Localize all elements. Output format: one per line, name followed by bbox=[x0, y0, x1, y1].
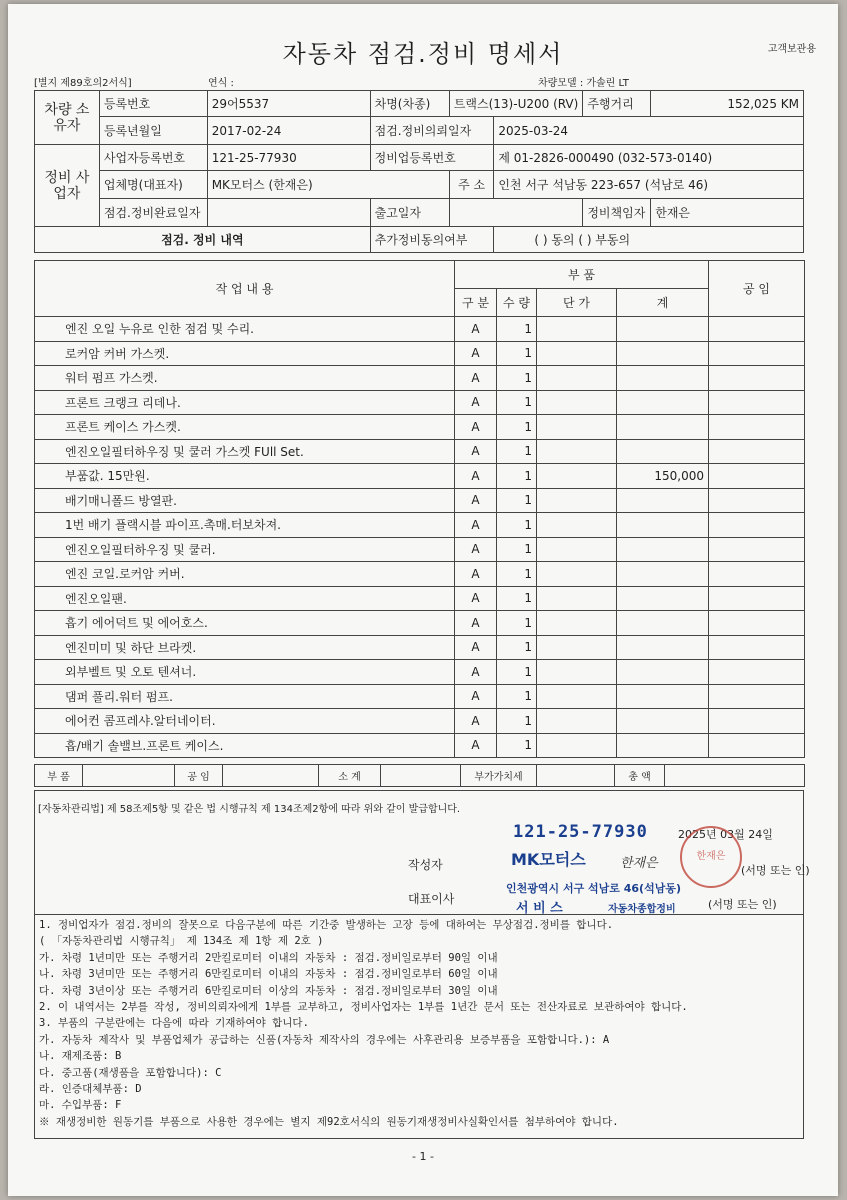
item-work: 프론트 크랭크 리데나. bbox=[35, 390, 455, 415]
biz-no-value: 121-25-77930 bbox=[207, 145, 370, 171]
total-header: 계 bbox=[617, 289, 709, 317]
reg-date-label: 등록년월일 bbox=[99, 117, 207, 145]
note-line: ( 「자동차관리법 시행규칙」 제 134조 제 1항 제 2호 ) bbox=[39, 935, 324, 948]
writer-sign-or-seal: (서명 또는 인) bbox=[741, 864, 810, 877]
item-total bbox=[617, 439, 709, 464]
form-number: [별지 제89호의2서식] bbox=[34, 78, 132, 89]
item-type: A bbox=[455, 611, 497, 636]
item-labor bbox=[709, 415, 805, 440]
item-unit-price bbox=[537, 513, 617, 538]
item-type: A bbox=[455, 562, 497, 587]
item-qty: 1 bbox=[497, 415, 537, 440]
mileage-value: 152,025 KM bbox=[651, 91, 804, 117]
address-value: 인천 서구 석남동 223-657 (석남로 46) bbox=[494, 171, 804, 199]
item-qty: 1 bbox=[497, 317, 537, 342]
item-type: A bbox=[455, 366, 497, 391]
table-row bbox=[35, 317, 805, 342]
item-unit-price bbox=[537, 611, 617, 636]
note-line: 다. 차령 3년이상 또는 주행거리 6만킬로미터 이상의 자동차 : 점검.정비일로부터 30일 이내 bbox=[39, 984, 498, 997]
item-qty: 1 bbox=[497, 537, 537, 562]
item-total bbox=[617, 562, 709, 587]
item-total bbox=[617, 390, 709, 415]
item-type: A bbox=[455, 709, 497, 734]
totals-labor-label: 공 임 bbox=[175, 765, 223, 787]
item-labor bbox=[709, 684, 805, 709]
item-work: 흡기 에어덕트 및 에어호스. bbox=[35, 611, 455, 636]
item-work: 배기매니폴드 방열판. bbox=[35, 488, 455, 513]
note-line: 라. 인증대체부품: D bbox=[39, 1083, 142, 1096]
item-work: 에어컨 콤프레샤.알터네이터. bbox=[35, 709, 455, 734]
item-qty: 1 bbox=[497, 439, 537, 464]
item-work: 엔진오일필터하우징 및 쿨러 가스켓 FUll Set. bbox=[35, 439, 455, 464]
table-row bbox=[35, 390, 805, 415]
totals-table bbox=[34, 764, 805, 787]
item-unit-price bbox=[537, 586, 617, 611]
table-row bbox=[35, 439, 805, 464]
note-line: 나. 차령 3년미만 또는 주행거리 6만킬로미터 이내의 자동차 : 점검.정비일로부터 60일 이내 bbox=[39, 968, 498, 981]
item-qty: 1 bbox=[497, 488, 537, 513]
note-line: 가. 차령 1년미만 또는 주행거리 2만킬로미터 이내의 자동차 : 점검.정비일로부터 90일 이내 bbox=[39, 951, 498, 964]
item-work: 엔진오일필터하우징 및 쿨러. bbox=[35, 537, 455, 562]
item-type: A bbox=[455, 586, 497, 611]
item-work: 댐퍼 풀리.워터 펌프. bbox=[35, 684, 455, 709]
item-qty: 1 bbox=[497, 709, 537, 734]
item-unit-price bbox=[537, 317, 617, 342]
item-type: A bbox=[455, 317, 497, 342]
item-unit-price bbox=[537, 635, 617, 660]
item-qty: 1 bbox=[497, 635, 537, 660]
item-total bbox=[617, 513, 709, 538]
item-type: A bbox=[455, 733, 497, 758]
item-qty: 1 bbox=[497, 366, 537, 391]
item-type: A bbox=[455, 415, 497, 440]
qty-header: 수 량 bbox=[497, 289, 537, 317]
manager-value: 한재은 bbox=[651, 199, 804, 227]
page-number: - 1 - bbox=[412, 1150, 434, 1163]
consent-value: ( ) 동의 ( ) 부동의 bbox=[494, 227, 804, 253]
item-unit-price bbox=[537, 390, 617, 415]
info-table bbox=[34, 90, 804, 253]
release-date-value bbox=[449, 199, 583, 227]
item-labor bbox=[709, 733, 805, 758]
item-work: 엔진오일팬. bbox=[35, 586, 455, 611]
totals-vat-label: 부가가치세 bbox=[461, 765, 537, 787]
item-labor bbox=[709, 635, 805, 660]
item-total bbox=[617, 635, 709, 660]
table-row bbox=[35, 733, 805, 758]
unit-price-header: 단 가 bbox=[537, 289, 617, 317]
work-items-table bbox=[34, 260, 805, 758]
table-row bbox=[35, 586, 805, 611]
item-unit-price bbox=[537, 709, 617, 734]
item-labor bbox=[709, 390, 805, 415]
table-row bbox=[35, 611, 805, 636]
item-total bbox=[617, 341, 709, 366]
note-line: 가. 자동차 제작사 및 부품업체가 공급하는 신품(자동차 제작사의 경우에는 사후관리용 보증부품을 포함합니다.): A bbox=[39, 1033, 610, 1046]
items-body bbox=[35, 317, 805, 758]
item-total bbox=[617, 709, 709, 734]
shop-section-label: 정비 사업자 bbox=[35, 145, 100, 227]
seal-text: 한재은 bbox=[696, 851, 726, 862]
sign-date: 2025년 03월 24일 bbox=[678, 828, 773, 841]
vehicle-model: 차량모델 : 가솔린 LT bbox=[538, 78, 629, 89]
note-line: 다. 중고품(재생품을 포함합니다): C bbox=[39, 1066, 222, 1079]
item-total bbox=[617, 317, 709, 342]
item-labor bbox=[709, 341, 805, 366]
item-unit-price bbox=[537, 660, 617, 685]
type-header: 구 분 bbox=[455, 289, 497, 317]
item-type: A bbox=[455, 390, 497, 415]
item-type: A bbox=[455, 513, 497, 538]
item-labor bbox=[709, 660, 805, 685]
item-total bbox=[617, 488, 709, 513]
item-qty: 1 bbox=[497, 586, 537, 611]
totals-labor-value bbox=[223, 765, 319, 787]
item-total bbox=[617, 611, 709, 636]
page-title: 자동차 점검.정비 명세서 bbox=[282, 40, 564, 68]
writer-signature: 한재은 bbox=[620, 856, 658, 871]
item-total bbox=[617, 733, 709, 758]
item-labor bbox=[709, 488, 805, 513]
totals-vat-value bbox=[537, 765, 615, 787]
writer-label: 작성자 bbox=[408, 858, 443, 872]
biz-no-label: 사업자등록번호 bbox=[99, 145, 207, 171]
item-labor bbox=[709, 709, 805, 734]
reg-date-value: 2017-02-24 bbox=[207, 117, 370, 145]
item-labor bbox=[709, 464, 805, 489]
year-model-label: 연식 : bbox=[208, 78, 234, 89]
legal-text: [자동차관리법] 제 58조제5항 및 같은 법 시행규칙 제 134조제2항에 따라 위와 같이 발급합니다. bbox=[38, 804, 461, 815]
table-row bbox=[35, 415, 805, 440]
item-labor bbox=[709, 562, 805, 587]
item-qty: 1 bbox=[497, 513, 537, 538]
table-row bbox=[35, 537, 805, 562]
request-date-value: 2025-03-24 bbox=[494, 117, 804, 145]
item-work: 워터 펌프 가스켓. bbox=[35, 366, 455, 391]
item-unit-price bbox=[537, 366, 617, 391]
item-labor bbox=[709, 513, 805, 538]
item-unit-price bbox=[537, 562, 617, 587]
table-row bbox=[35, 488, 805, 513]
item-total bbox=[617, 660, 709, 685]
totals-total-value bbox=[665, 765, 805, 787]
company-label: 업체명(대표자) bbox=[99, 171, 207, 199]
representative-label: 대표이사 bbox=[408, 892, 455, 906]
item-qty: 1 bbox=[497, 660, 537, 685]
item-total bbox=[617, 415, 709, 440]
item-unit-price bbox=[537, 464, 617, 489]
totals-parts-label: 부 품 bbox=[35, 765, 83, 787]
item-type: A bbox=[455, 439, 497, 464]
sign-company: MK모터스 bbox=[511, 850, 586, 869]
item-work: 로커암 커버 가스켓. bbox=[35, 341, 455, 366]
item-work: 흡/배기 솔밸브.프론트 케이스. bbox=[35, 733, 455, 758]
item-type: A bbox=[455, 464, 497, 489]
item-work: 프론트 케이스 가스켓. bbox=[35, 415, 455, 440]
note-line: 나. 재제조품: B bbox=[39, 1050, 122, 1063]
item-qty: 1 bbox=[497, 684, 537, 709]
reg-no-label: 등록번호 bbox=[99, 91, 207, 117]
address-label: 주 소 bbox=[449, 171, 494, 199]
table-row bbox=[35, 464, 805, 489]
table-row bbox=[35, 366, 805, 391]
table-row bbox=[35, 562, 805, 587]
complete-date-value bbox=[207, 199, 370, 227]
labor-header: 공 임 bbox=[709, 261, 805, 317]
details-label: 점검. 정비 내역 bbox=[35, 227, 371, 253]
table-row bbox=[35, 684, 805, 709]
request-date-label: 점검.정비의뢰일자 bbox=[370, 117, 494, 145]
sign-address: 인천광역시 서구 석남로 46(석남동) bbox=[506, 882, 681, 895]
totals-subtotal-value bbox=[381, 765, 461, 787]
item-unit-price bbox=[537, 684, 617, 709]
sign-stamp-text: 자동차종합정비 bbox=[608, 904, 676, 915]
document-sheet bbox=[8, 4, 838, 1196]
item-labor bbox=[709, 586, 805, 611]
table-row bbox=[35, 709, 805, 734]
sign-biz-no: 121-25-77930 bbox=[513, 822, 648, 842]
item-labor bbox=[709, 439, 805, 464]
rep-sign-or-seal: (서명 또는 인) bbox=[708, 898, 777, 911]
note-line: 2. 이 내역서는 2부를 작성, 정비의뢰자에게 1부를 교부하고, 정비사업자는 1부를 1년간 문서 또는 전산자료로 보관하여야 합니다. bbox=[39, 1001, 688, 1014]
parts-header: 부 품 bbox=[455, 261, 709, 289]
item-unit-price bbox=[537, 733, 617, 758]
item-qty: 1 bbox=[497, 341, 537, 366]
item-type: A bbox=[455, 660, 497, 685]
item-unit-price bbox=[537, 439, 617, 464]
item-work: 엔진미미 및 하단 브라켓. bbox=[35, 635, 455, 660]
company-value: MK모터스 (한재은) bbox=[207, 171, 449, 199]
item-qty: 1 bbox=[497, 733, 537, 758]
totals-total-label: 총 액 bbox=[615, 765, 665, 787]
item-total bbox=[617, 684, 709, 709]
item-labor bbox=[709, 366, 805, 391]
work-header: 작 업 내 용 bbox=[35, 261, 455, 317]
item-total: 150,000 bbox=[617, 464, 709, 489]
table-row bbox=[35, 635, 805, 660]
item-total bbox=[617, 537, 709, 562]
company-seal bbox=[680, 826, 742, 888]
notes-box bbox=[34, 914, 804, 1139]
owner-section-label: 차량 소유자 bbox=[35, 91, 100, 145]
complete-date-label: 점검.정비완료일자 bbox=[99, 199, 207, 227]
item-work: 외부벨트 및 오토 텐셔너. bbox=[35, 660, 455, 685]
note-line: 1. 정비업자가 점검.정비의 잘못으로 다음구분에 따른 기간중 발생하는 고장 등에 대하여는 무상점검.정비를 합니다. bbox=[39, 919, 614, 931]
item-labor bbox=[709, 317, 805, 342]
customer-copy-label: 고객보관용 bbox=[767, 44, 816, 55]
note-line: ※ 재생정비한 원동기를 부품으로 사용한 경우에는 별지 제92호서식의 원동기재생정비사실확인서를 첨부하여야 합니다. bbox=[39, 1115, 619, 1128]
notes-list bbox=[39, 917, 799, 1130]
sign-service: 서 비 스 bbox=[516, 901, 563, 916]
item-type: A bbox=[455, 341, 497, 366]
shop-reg-label: 정비업등록번호 bbox=[370, 145, 494, 171]
item-unit-price bbox=[537, 415, 617, 440]
note-line: 마. 수입부품: F bbox=[39, 1099, 122, 1112]
item-type: A bbox=[455, 684, 497, 709]
item-work: 엔진 오일 누유로 인한 점검 및 수리. bbox=[35, 317, 455, 342]
item-total bbox=[617, 366, 709, 391]
item-labor bbox=[709, 611, 805, 636]
item-type: A bbox=[455, 635, 497, 660]
item-qty: 1 bbox=[497, 390, 537, 415]
manager-label: 정비책임자 bbox=[583, 199, 651, 227]
item-labor bbox=[709, 537, 805, 562]
item-qty: 1 bbox=[497, 562, 537, 587]
item-type: A bbox=[455, 488, 497, 513]
totals-parts-value bbox=[83, 765, 175, 787]
item-unit-price bbox=[537, 488, 617, 513]
table-row bbox=[35, 341, 805, 366]
item-type: A bbox=[455, 537, 497, 562]
item-work: 엔진 코일.로커암 커버. bbox=[35, 562, 455, 587]
item-work: 1번 배기 플랙시블 파이프.촉매.터보차져. bbox=[35, 513, 455, 538]
item-total bbox=[617, 586, 709, 611]
note-line: 3. 부품의 구분란에는 다음에 따라 기재하여야 합니다. bbox=[39, 1017, 309, 1030]
release-date-label: 출고일자 bbox=[370, 199, 449, 227]
car-name-label: 차명(차종) bbox=[370, 91, 449, 117]
item-qty: 1 bbox=[497, 611, 537, 636]
item-work: 부품값. 15만원. bbox=[35, 464, 455, 489]
item-unit-price bbox=[537, 537, 617, 562]
totals-subtotal-label: 소 계 bbox=[319, 765, 381, 787]
item-qty: 1 bbox=[497, 464, 537, 489]
shop-reg-value: 제 01-2826-000490 (032-573-0140) bbox=[494, 145, 804, 171]
reg-no-value: 29어5537 bbox=[207, 91, 370, 117]
table-row bbox=[35, 513, 805, 538]
table-row bbox=[35, 660, 805, 685]
item-unit-price bbox=[537, 341, 617, 366]
car-name-value: 트랙스(13)-U200 (RV) bbox=[449, 91, 583, 117]
mileage-label: 주행거리 bbox=[583, 91, 651, 117]
consent-label: 추가정비동의여부 bbox=[370, 227, 494, 253]
